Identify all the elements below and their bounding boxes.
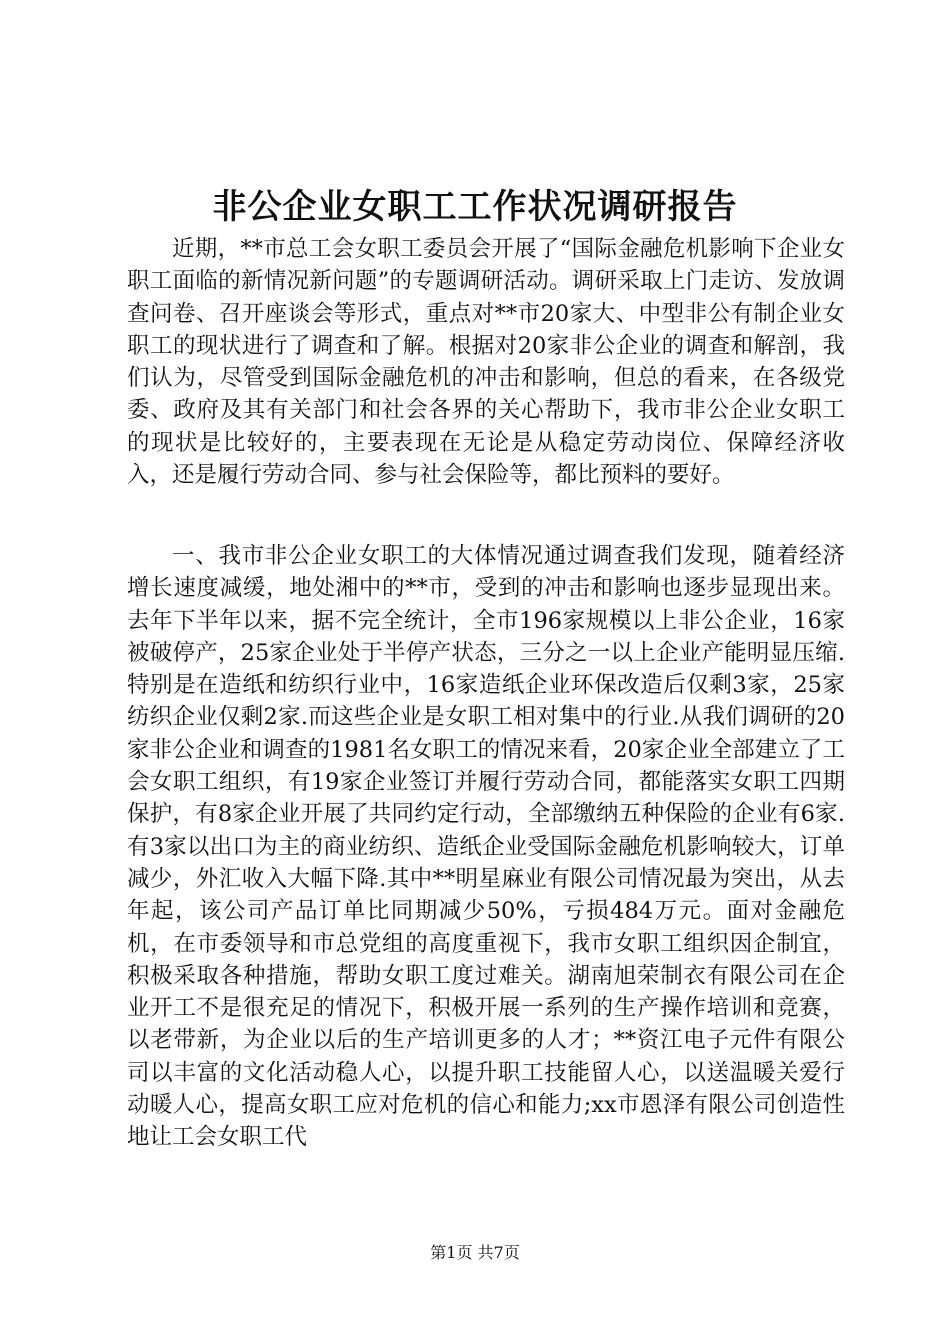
paragraph-intro: 近期，**市总工会女职工委员会开展了“国际金融危机影响下企业女职工面临的新情况新问题”的专题调研活动。调研采取上门走访、发放调查问卷、召开座谈会等形式，重点对**市20家大、中型非公有制企业女职工的现状进行了调查和了解。根据对20家非公企业的调查和解剖，我们认为，尽管受到国际金融危机的冲击和影响，但总的看来，在各级党委、政府及其有关部门和社会各界的关心帮助下，我市非公企业女职工的现状是比较好的，主要表现在无论是从稳定劳动岗位、保障经济收入，还是履行劳动合同、参与社会保险等，都比预料的要好。 — [127, 236, 845, 489]
page-footer: 第1页 共7页 — [430, 1243, 520, 1262]
paragraph-section-one: 一、我市非公企业女职工的大体情况通过调查我们发现，随着经济增长速度减缓，地处湘中的**市，受到的冲击和影响也逐步显现出来。去年下半年以来，据不完全统计，全市196家规模以上非公企业，16家被破停产，25家企业处于半停产状态，三分之一以上企业产能明显压缩.特别是在造纸和纺织行业中，16家造纸企业环保改造后仅剩3家，25家纺织企业仅剩2家.而这些企业是女职工相对集中的行业.从我们调研的20家非公企业和调查的1981名女职工的情况来看，20家企业全部建立了工会女职工组织，有19家企业签订并履行劳动合同，都能落实女职工四期保护，有8家企业开展了共同约定行动，全部缴纳五种保险的企业有6家.有3家以出口为主的商业纺织、造纸企业受国际金融危机影响较大，订单减少，外汇收入大幅下降.其中**明星麻业有限公司情况最为突出，从去年起，该公司产品订单比同期减少50%，亏损484万元。面对金融危机，在市委领导和市总党组的高度重视下，我市女职工组织因企制宜，积极采取各种措施，帮助女职工度过难关。湖南旭荣制衣有限公司在企业开工不是很充足的情况下，积极开展一系列的生产操作培训和竞赛，以老带新，为企业以后的生产培训更多的人才；**资江电子元件有限公司以丰富的文化活动稳人心，以提升职工技能留人心，以送温暖关爱行动暖人心，提高女职工应对危机的信心和能力;xx市恩泽有限公司创造性地让工会女职工代 — [127, 543, 845, 1151]
document-title: 非公企业女职工工作状况调研报告 — [212, 187, 738, 227]
